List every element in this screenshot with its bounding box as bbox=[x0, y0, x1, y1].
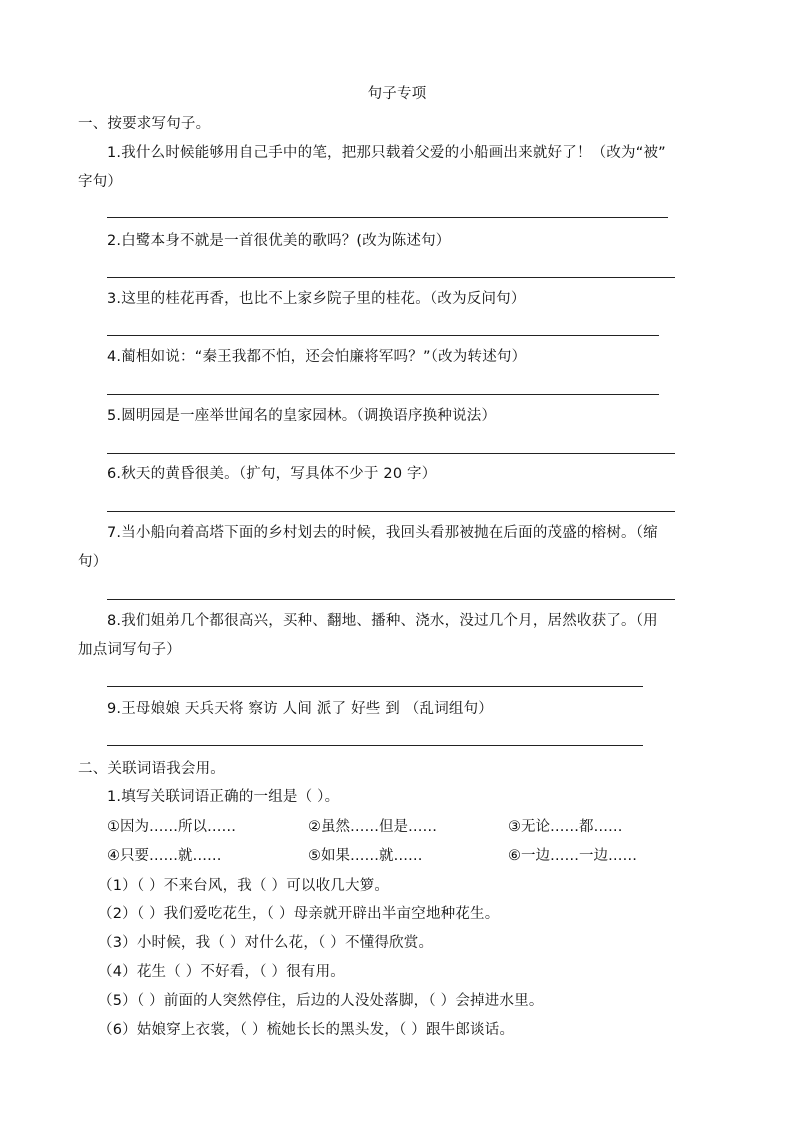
option-2: ②虽然……但是…… bbox=[308, 819, 437, 835]
answer-line-2[interactable] bbox=[107, 277, 675, 278]
question-9-text: 9.王母娘娘 天兵天将 察访 人间 派了 好些 到 （乱词组句） bbox=[107, 701, 493, 717]
page-title: 句子专项 bbox=[367, 86, 427, 102]
section-1-heading: 一、按要求写句子。 bbox=[78, 116, 211, 132]
fill-item-2[interactable]: （2）（ ）我们爱吃花生，（ ）母亲就开辟出半亩空地种花生。 bbox=[98, 906, 500, 922]
option-4: ④只要……就…… bbox=[107, 848, 222, 864]
option-6: ⑥一边……一边…… bbox=[508, 848, 637, 864]
question-1-text: 1.我什么时候能够用自己手中的笔，把那只载着父爱的小船画出来就好了！（改为“被” bbox=[107, 145, 666, 161]
question-5-text: 5.圆明园是一座举世闻名的皇家园林。（调换语序换种说法） bbox=[107, 408, 497, 424]
question-2-text: 2.白鹭本身不就是一首很优美的歌吗？(改为陈述句） bbox=[107, 233, 451, 249]
question-7-text-cont: 句） bbox=[78, 554, 108, 570]
section-2-heading: 二、关联词语我会用。 bbox=[78, 761, 225, 777]
answer-line-4[interactable] bbox=[107, 394, 659, 395]
answer-line-8[interactable] bbox=[107, 686, 643, 687]
question-7-text: 7.当小船向着高塔下面的乡村划去的时候，我回头看那被抛在后面的茂盛的榕树。（缩 bbox=[107, 525, 658, 541]
question-1-text-cont: 字句） bbox=[78, 174, 123, 190]
answer-line-6[interactable] bbox=[107, 511, 675, 512]
question-8-text: 8.我们姐弟几个都很高兴，买种、翻地、播种、浇水，没过几个月，居然收获了。（用 bbox=[107, 613, 658, 629]
option-3: ③无论……都…… bbox=[508, 819, 623, 835]
answer-line-9[interactable] bbox=[107, 745, 643, 746]
question-6-text: 6.秋天的黄昏很美。（扩句，写具体不少于 20 字） bbox=[107, 466, 437, 482]
answer-line-7[interactable] bbox=[107, 599, 675, 600]
section-2-question-1: 1.填写关联词语正确的一组是（ ）。 bbox=[107, 789, 340, 805]
answer-line-1[interactable] bbox=[107, 217, 668, 218]
question-3-text: 3.这里的桂花再香，也比不上家乡院子里的桂花。（改为反问句） bbox=[107, 291, 526, 307]
fill-item-5[interactable]: （5）（ ）前面的人突然停住，后边的人没处落脚，（ ）会掉进水里。 bbox=[98, 993, 544, 1009]
answer-line-5[interactable] bbox=[107, 453, 675, 454]
fill-item-4[interactable]: （4）花生（ ）不好看，（ ）很有用。 bbox=[98, 964, 345, 980]
question-4-text: 4.蔺相如说：“秦王我都不怕，还会怕廉将军吗？”（改为转述句） bbox=[107, 349, 527, 365]
answer-line-3[interactable] bbox=[107, 335, 659, 336]
fill-item-3[interactable]: （3）小时候，我（ ）对什么花，（ ）不懂得欣赏。 bbox=[98, 935, 434, 951]
fill-item-1[interactable]: （1）（ ）不来台风，我（ ）可以收几大箩。 bbox=[98, 878, 390, 894]
option-1: ①因为……所以…… bbox=[107, 819, 236, 835]
fill-item-6[interactable]: （6）姑娘穿上衣裳，（ ）梳她长长的黑头发，（ ）跟牛郎谈话。 bbox=[98, 1022, 515, 1038]
option-5: ⑤如果……就…… bbox=[308, 848, 423, 864]
question-8-text-cont: 加点词写句子） bbox=[78, 642, 181, 658]
